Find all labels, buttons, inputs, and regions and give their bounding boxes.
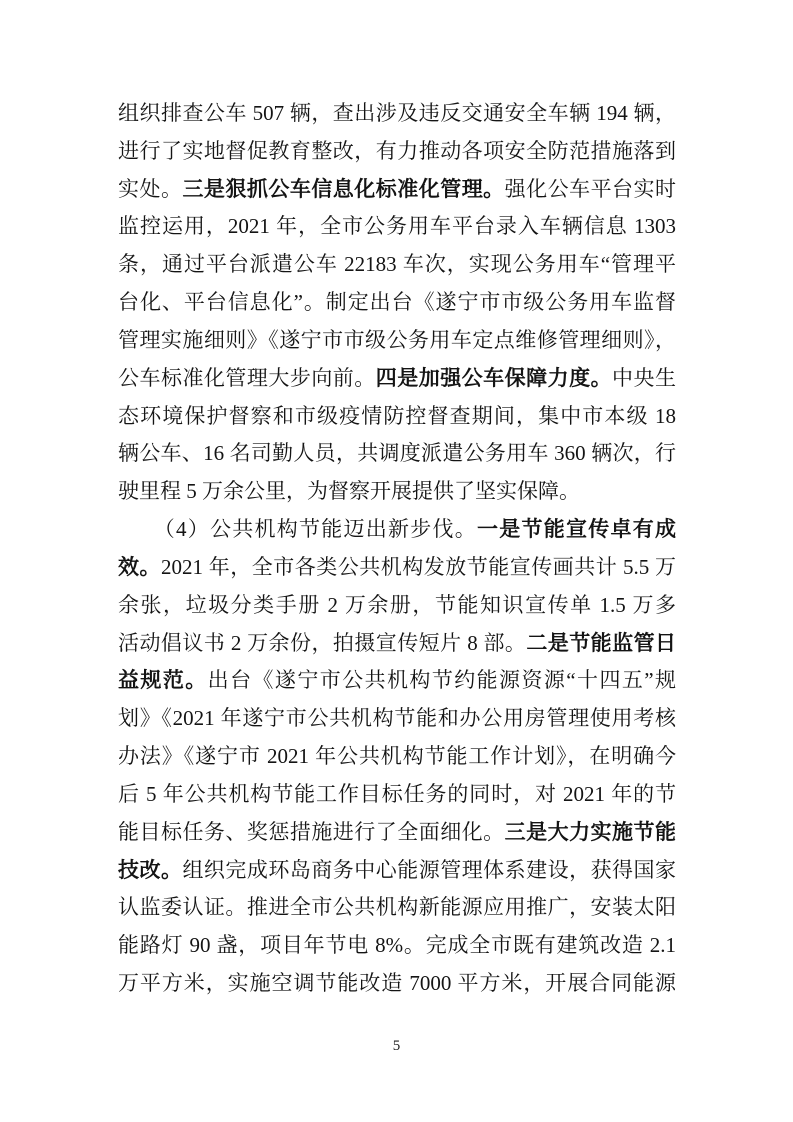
text-line [118,473,676,511]
text-line [118,284,676,322]
text-segment: 余张，垃圾分类手册 2 万余册，节能知识宣传单 1.5 万多 [118,592,676,617]
bold-text-segment: 三是大力实施节能 [504,819,676,844]
text-line [118,738,676,776]
text-line [118,95,676,133]
text-line [118,511,676,549]
text-line [118,965,676,1003]
text-segment: 出台《遂宁市公共机构节约能源资源“十四五”规 [207,668,676,693]
text-segment: 认监委认证。推进全市公共机构新能源应用推广，安装太阳 [118,895,676,920]
text-segment: 活动倡议书 2 万余份，拍摄宣传短片 8 部。 [118,630,527,655]
text-segment: 台化、平台信息化”。制定出台《遂宁市市级公务用车监督 [118,290,676,315]
text-segment: 条，通过平台派遣公车 22183 车次，实现公务用车“管理平 [118,252,676,277]
bold-text-segment: 二是节能监管日 [526,630,676,655]
text-segment: 管理实施细则》《遂宁市市级公务用车定点维修管理细则》， [118,327,676,352]
text-line [118,927,676,965]
text-segment: 2021 年，全市各类公共机构发放节能宣传画共计 5.5 万 [161,554,676,579]
text-segment: 组织排查公车 507 辆，查出涉及违反交通安全车辆 194 辆， [118,101,676,125]
text-line [118,662,676,700]
text-line [118,398,676,436]
text-line [118,208,676,246]
text-segment: 驶里程 5 万余公里，为督察开展提供了坚实保障。 [118,479,580,504]
text-segment: 中央生 [612,365,676,390]
text-line [118,852,676,890]
bold-text-segment: 四是加强公车保障力度。 [375,365,613,390]
text-line [118,360,676,398]
bold-text-segment: 益规范。 [118,668,208,693]
text-line [118,700,676,738]
text-segment: 万平方米，实施空调节能改造 7000 平方米，开展合同能源 [118,971,676,996]
text-segment: 进行了实地督促教育整改，有力推动各项安全防范措施落到 [118,138,676,163]
text-segment: （4）公共机构节能迈出新步伐。 [153,517,477,542]
text-line [118,625,676,663]
text-line [118,889,676,927]
text-segment: 辆公车、16 名司勤人员，共调度派遣公务用车 360 辆次，行 [118,441,676,466]
text-line [118,776,676,814]
bold-text-segment: 效。 [118,554,161,579]
bold-text-segment: 一是节能宣传卓有成 [476,517,676,542]
text-segment: 态环境保护督察和市级疫情防控督查期间，集中市本级 18 [118,403,676,428]
bold-text-segment: 三是狠抓公车信息化标准化管理。 [182,176,505,201]
text-segment: 组织完成环岛商务中心能源管理体系建设，获得国家 [182,857,676,882]
text-line [118,246,676,284]
text-line [118,133,676,171]
bold-text-segment: 技改。 [118,857,183,882]
text-segment: 监控运用，2021 年，全市公务用车平台录入车辆信息 1303 [118,214,676,239]
text-segment: 划》《2021 年遂宁市公共机构节能和办公用房管理使用考核 [118,706,676,731]
text-segment: 公车标准化管理大步向前。 [118,365,376,390]
text-line [118,435,676,473]
text-segment: 办法》《遂宁市 2021 年公共机构节能工作计划》，在明确今 [118,744,676,769]
text-line [118,322,676,360]
document-lines [118,95,676,1003]
text-line [118,587,676,625]
page-number: 5 [392,1038,401,1054]
text-segment: 能目标任务、奖惩措施进行了全面细化。 [118,819,505,844]
text-line [118,171,676,209]
text-line [118,814,676,852]
text-line [118,549,676,587]
text-segment: 实处。 [118,176,183,201]
text-segment: 强化公车平台实时 [504,176,676,201]
text-segment: 能路灯 90 盏，项目年节电 8%。完成全市既有建筑改造 2.1 [118,933,676,958]
text-segment: 后 5 年公共机构节能工作目标任务的同时，对 2021 年的节 [118,781,676,806]
